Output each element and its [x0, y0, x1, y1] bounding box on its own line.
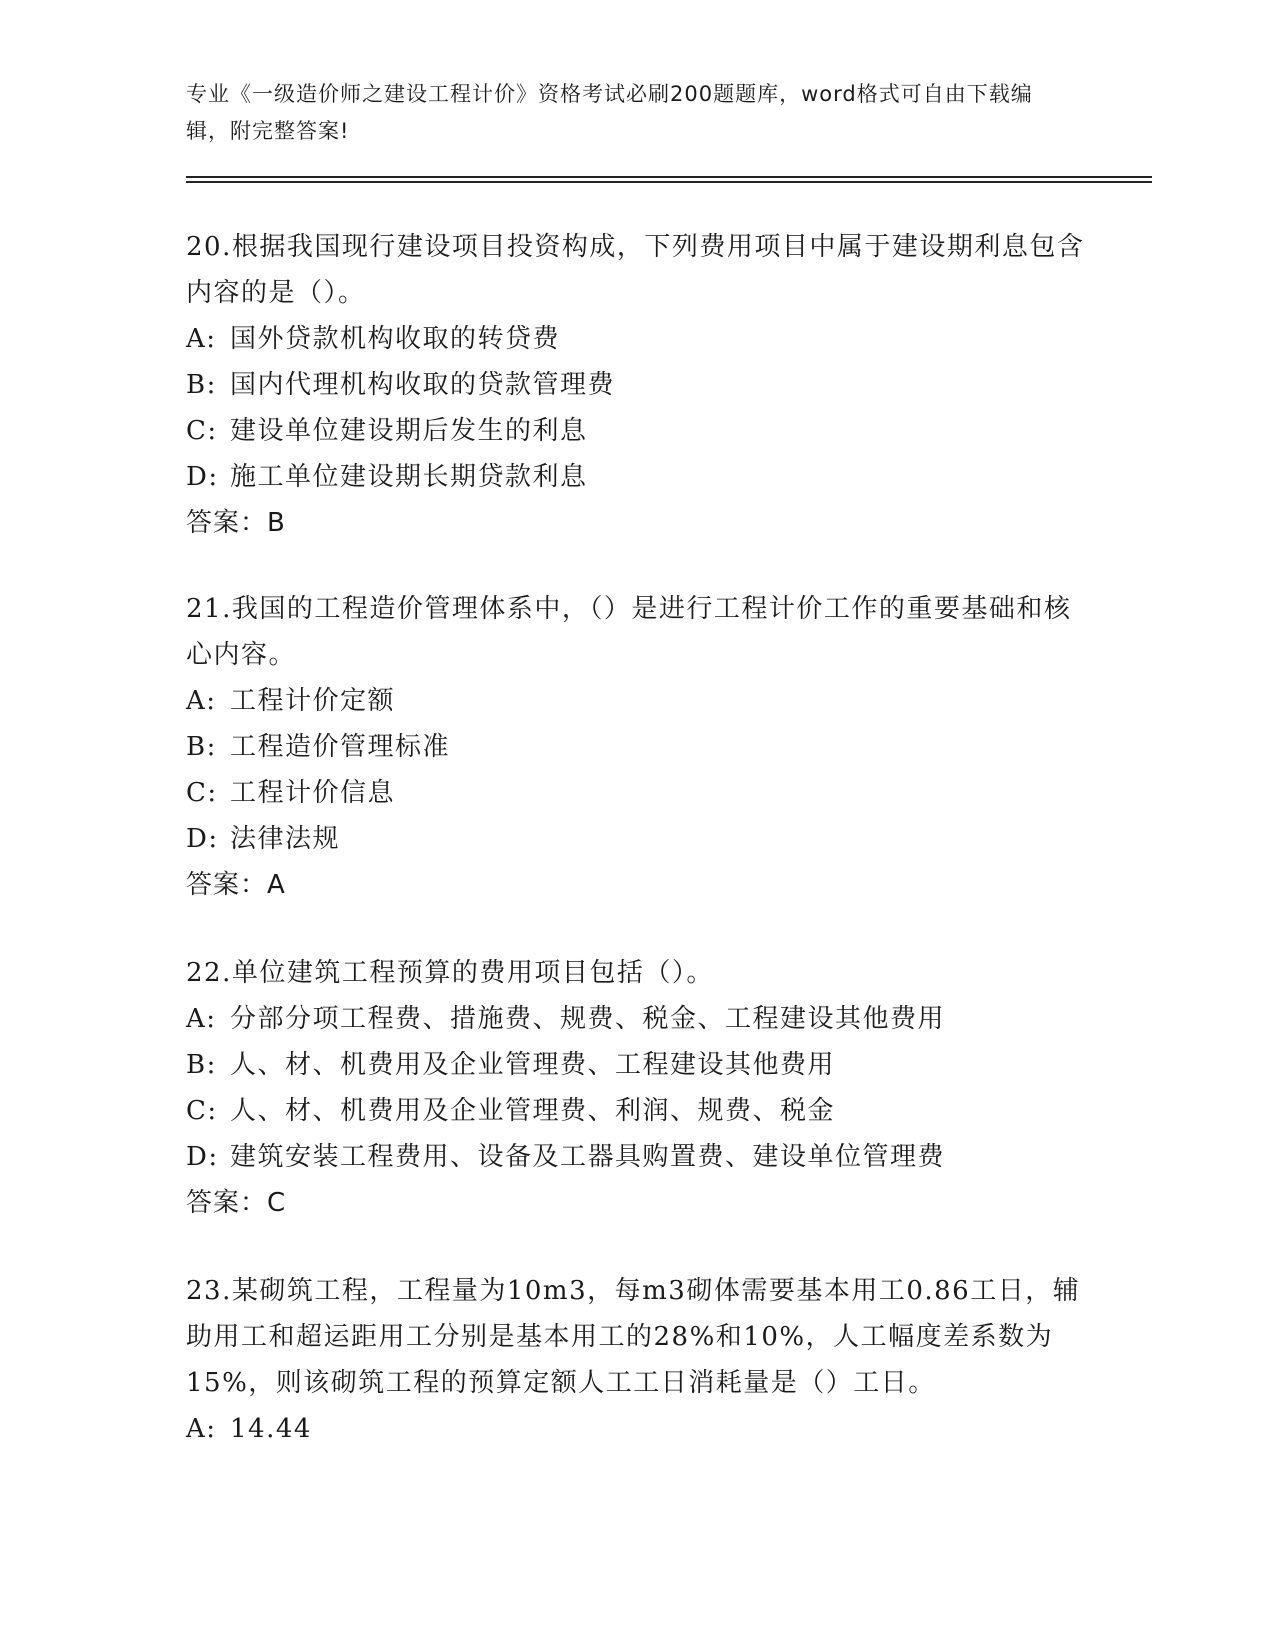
option-text: 14.44	[230, 1414, 312, 1444]
option-text: 国外贷款机构收取的转贷费	[230, 324, 561, 354]
answer-line: 答案：B	[186, 508, 286, 538]
option-d	[186, 454, 1086, 500]
option-key: C:	[186, 1096, 218, 1126]
option-d	[186, 816, 1086, 862]
header-divider-bottom	[186, 181, 1152, 183]
option-text: 工程计价定额	[230, 686, 396, 716]
option-c	[186, 1088, 1086, 1134]
option-key: D:	[186, 1142, 219, 1172]
option-d	[186, 1134, 1086, 1180]
question-21	[186, 586, 1086, 908]
question-stem: 22.单位建筑工程预算的费用项目包括（）。	[186, 958, 714, 988]
option-a	[186, 316, 1086, 362]
option-text: 法律法规	[230, 824, 341, 854]
option-key: A:	[186, 324, 217, 354]
option-key: B:	[186, 1050, 217, 1080]
document-header: 专业《一级造价师之建设工程计价》资格考试必刷200题题库，word格式可自由下载编辑，附完整答案!	[186, 82, 1033, 143]
answer-line: 答案：A	[186, 870, 286, 900]
option-b	[186, 1042, 1086, 1088]
option-text: 建设单位建设期后发生的利息	[230, 416, 588, 446]
option-key: C:	[186, 778, 218, 808]
option-text: 国内代理机构收取的贷款管理费	[230, 370, 616, 400]
option-c	[186, 770, 1086, 816]
option-a	[186, 996, 1086, 1042]
answer-line: 答案：C	[186, 1188, 287, 1218]
question-20	[186, 224, 1086, 546]
option-key: A:	[186, 1414, 217, 1444]
question-stem: 21.我国的工程造价管理体系中，（）是进行工程计价工作的重要基础和核心内容。	[186, 594, 1072, 670]
option-c	[186, 408, 1086, 454]
header-divider-top	[186, 176, 1152, 178]
option-key: D:	[186, 462, 219, 492]
option-text: 分部分项工程费、措施费、规费、税金、工程建设其他费用	[230, 1004, 946, 1034]
question-22	[186, 950, 1086, 1226]
option-text: 施工单位建设期长期贷款利息	[230, 462, 588, 492]
question-23	[186, 1268, 1086, 1452]
option-key: C:	[186, 416, 218, 446]
option-key: B:	[186, 370, 217, 400]
question-stem: 20.根据我国现行建设项目投资构成，下列费用项目中属于建设期利息包含内容的是（）。	[186, 232, 1085, 308]
option-a	[186, 678, 1086, 724]
option-a	[186, 1406, 1086, 1452]
question-stem: 23.某砌筑工程，工程量为10m3，每m3砌体需要基本用工0.86工日，辅助用工和超运距用工分别是基本用工的28%和10%，人工幅度差系数为15%，则该砌筑工程的预算定额人工工日消耗量是（）工日。	[186, 1276, 1081, 1398]
option-text: 工程造价管理标准	[230, 732, 451, 762]
option-key: D:	[186, 824, 219, 854]
option-key: B:	[186, 732, 217, 762]
option-text: 人、材、机费用及企业管理费、工程建设其他费用	[230, 1050, 836, 1080]
option-b	[186, 724, 1086, 770]
option-key: A:	[186, 686, 217, 716]
option-text: 建筑安装工程费用、设备及工器具购置费、建设单位管理费	[230, 1142, 946, 1172]
option-text: 工程计价信息	[230, 778, 396, 808]
option-key: A:	[186, 1004, 217, 1034]
option-b	[186, 362, 1086, 408]
option-text: 人、材、机费用及企业管理费、利润、规费、税金	[230, 1096, 836, 1126]
